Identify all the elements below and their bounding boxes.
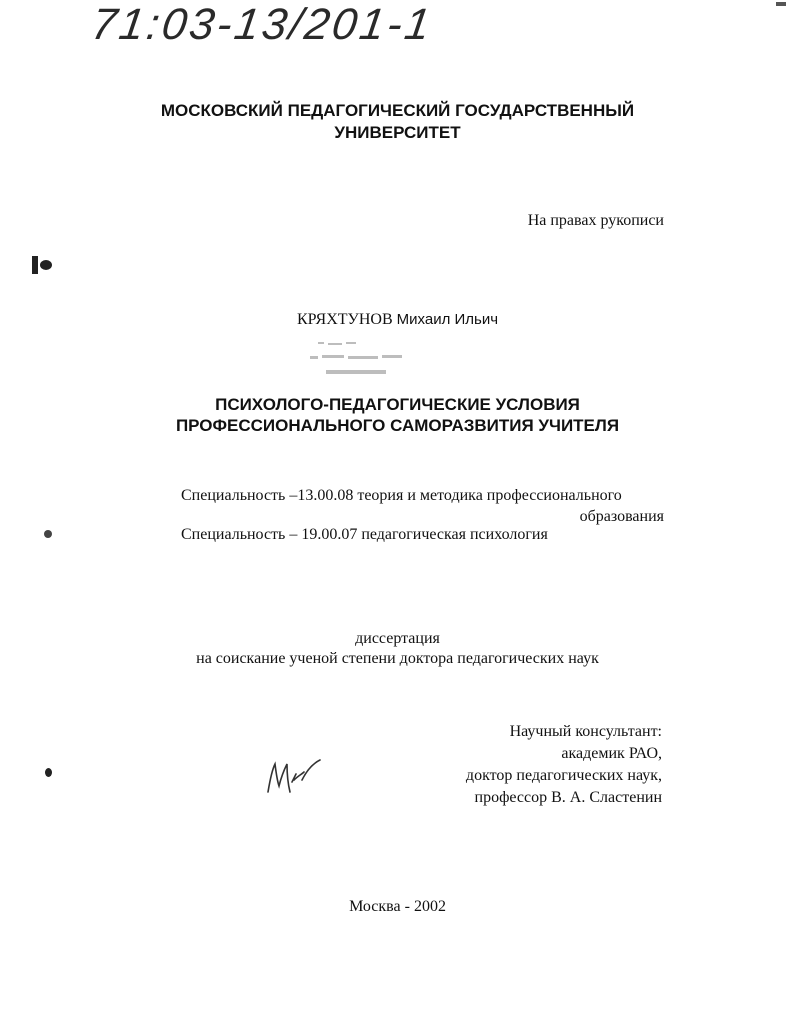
rights-note: На правах рукописи xyxy=(527,212,664,229)
binding-mark-3 xyxy=(44,530,52,538)
author-surname: КРЯХТУНОВ xyxy=(296,311,393,328)
library-stamp-graphic xyxy=(308,340,428,385)
binding-mark-1 xyxy=(32,256,38,274)
degree-line-1: диссертация xyxy=(355,630,440,647)
specialty-1: Специальность –13.00.08 теория и методика профессионального xyxy=(181,487,622,504)
city-year: Москва - 2002 xyxy=(349,898,446,915)
handwritten-catalog-code: 71:03-13/201-1 xyxy=(88,0,436,49)
author-given-names: Михаил Ильич xyxy=(396,311,499,328)
dissertation-title xyxy=(0,394,795,436)
degree-statement xyxy=(0,629,795,669)
university-name xyxy=(0,100,795,144)
corner-mark xyxy=(776,2,786,6)
title-line-1: ПСИХОЛОГО-ПЕДАГОГИЧЕСКИЕ УСЛОВИЯ xyxy=(215,395,580,414)
degree-line-2: на соискание ученой степени доктора педагогических наук xyxy=(196,650,599,667)
specialty-2: Специальность – 19.00.07 педагогическая психология xyxy=(181,526,548,543)
scientific-consultant xyxy=(466,721,662,809)
binding-mark-2 xyxy=(40,260,52,270)
title-line-2: ПРОФЕССИОНАЛЬНОГО САМОРАЗВИТИЯ УЧИТЕЛЯ xyxy=(175,416,620,435)
consultant-name: профессор В. А. Сластенин xyxy=(474,789,662,806)
consultant-degree: доктор педагогических наук, xyxy=(465,767,662,784)
specialty-1-continuation: образования xyxy=(579,508,664,525)
consultant-rank: академик РАО, xyxy=(561,745,662,762)
handwritten-signature xyxy=(262,752,326,798)
author-name xyxy=(0,311,795,329)
university-line-1: МОСКОВСКИЙ ПЕДАГОГИЧЕСКИЙ ГОСУДАРСТВЕННЫЙ xyxy=(160,101,635,120)
binding-mark-4 xyxy=(45,768,52,777)
university-line-2: УНИВЕРСИТЕТ xyxy=(334,123,461,142)
consultant-label: Научный консультант: xyxy=(509,723,662,740)
